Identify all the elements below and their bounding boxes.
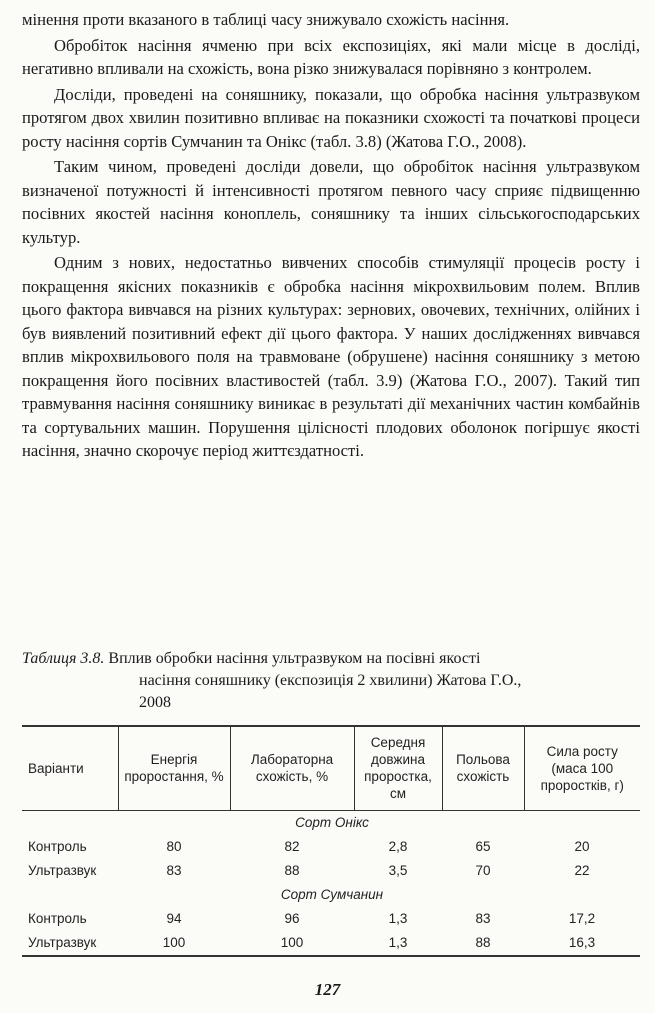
table-header-row [22, 726, 640, 810]
paragraph-4: Таким чином, проведені досліди довели, що обробіток насіння ультразвуком визначеної потужності й інтенсивності протягом певного часу сприяє підвищенню посівних якостей насіння коноплель, соняшнику та інших сільськогосподарських культур. [22, 157, 640, 247]
table-cell: 96 [284, 911, 300, 926]
paragraph-3: Досліди, проведені на соняшнику, показали, що обробка насіння ультразвуком протягом двох хвилин позитивно впливає на показники схожості та початкові процеси росту насіння сортів Сумчанин та Онікс (табл. 3.8) (Жатова Г.О., 2008). [22, 84, 640, 151]
body-text [22, 8, 640, 463]
table-group-row [22, 883, 640, 907]
table-cell: 100 [230, 931, 354, 956]
table-cell: 80 [166, 839, 182, 854]
header-growth-force: Сила росту (маса 100 проростків, г) [524, 726, 640, 810]
header-variants: Варіанти [22, 726, 118, 810]
paragraph-2: Обробіток насіння ячменю при всіх експозиціях, які мали місце в досліді, негативно впливали на схожість, вона різко знижувалася порівняно з контролем. [22, 35, 640, 78]
table-caption-line1: Вплив обробки насіння ультразвуком на посівні якості [108, 650, 481, 667]
group-name: Сорт Онікс [295, 815, 369, 830]
table-cell: 88 [442, 931, 524, 956]
table-group-row [22, 810, 640, 835]
table-cell: 70 [475, 863, 491, 878]
header-sprout-length: Середня довжина проростка, см [354, 726, 442, 810]
table-cell: Ультразвук [28, 863, 97, 878]
table-caption-label: Таблиця 3.8. [22, 650, 105, 667]
table-cell: Контроль [28, 911, 87, 926]
table-cell: 17,2 [568, 911, 596, 926]
table-cell: 3,5 [388, 863, 408, 878]
table-cell: 1,3 [388, 911, 408, 926]
table-cell: 16,3 [524, 931, 640, 956]
table-caption-line2: насіння соняшнику (експозиція 2 хвилини) Жатова Г.О., [139, 672, 522, 689]
table-cell: 20 [574, 839, 590, 854]
group-name: Сорт Сумчанин [280, 887, 384, 902]
header-field-germination: Польова схожість [442, 726, 524, 810]
table-cell: 94 [166, 911, 182, 926]
table-row [22, 835, 640, 859]
table-cell: 22 [574, 863, 590, 878]
paragraph-5: Одним з нових, недостатньо вивчених способів стимуляції процесів росту і покращення якісних показників є обробка насіння мікрохвильовим полем. Вплив цього фактора вивчався на різних культурах: зернових, овочевих, технічних, олійних і був виявлений позитивний ефект дії цього фактора. У наших дослідженнях вивчався вплив мікрохвильового поля на травмоване (обрушене) насіння соняшнику з метою покращення його посівних властивостей (табл. 3.9) (Жатова Г.О., 2007). Такий тип травмування насіння соняшнику виникає в результаті дії механічних частин комбайнів та сортувальних машин. Порушення цілісності плодових оболонок погіршує якості насіння, значно скорочує період життєздатності. [22, 253, 640, 460]
table-row [22, 931, 640, 956]
table-row [22, 907, 640, 931]
table-cell: 82 [284, 839, 300, 854]
table-caption-line3: 2008 [139, 694, 171, 711]
header-lab-germination: Лабораторна схожість, % [230, 726, 354, 810]
table-cell: 100 [118, 931, 230, 956]
table-cell: 88 [284, 863, 300, 878]
table-cell: 83 [475, 911, 491, 926]
data-table [22, 725, 640, 957]
table-cell: 2,8 [388, 839, 408, 854]
table-cell: 83 [166, 863, 182, 878]
table-cell: Контроль [28, 839, 87, 854]
table-caption [22, 648, 642, 714]
page-number: 127 [314, 980, 341, 999]
table-row [22, 859, 640, 883]
table-cell: Ультразвук [22, 931, 118, 956]
table-cell: 1,3 [354, 931, 442, 956]
paragraph-1: мінення проти вказаного в таблиці часу знижувало схожість насіння. [22, 10, 510, 29]
header-energy: Енергія проростання, % [118, 726, 230, 810]
table-cell: 65 [475, 839, 491, 854]
